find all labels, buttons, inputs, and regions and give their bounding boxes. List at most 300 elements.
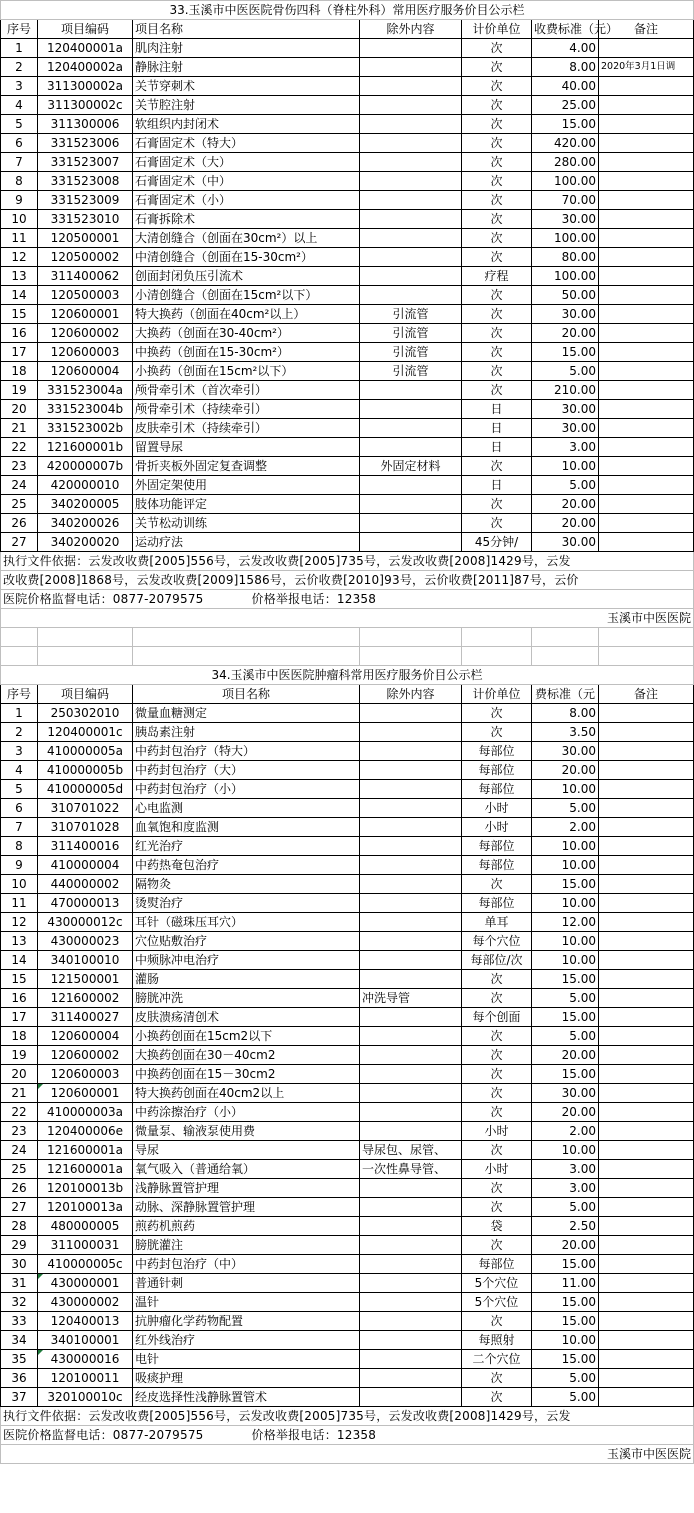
remark — [599, 362, 694, 381]
pricing-unit: 次 — [462, 362, 532, 381]
item-name: 颅骨牵引术（持续牵引） — [133, 400, 360, 419]
remark — [599, 343, 694, 362]
pricing-unit: 每照射 — [462, 1331, 532, 1350]
remark — [599, 438, 694, 457]
item-name: 小换药创面在15cm2以下 — [133, 1027, 360, 1046]
table-row — [1, 115, 694, 134]
remark — [599, 856, 694, 875]
header-price: 收费标准（元） — [532, 20, 599, 39]
pricing-unit: 小时 — [462, 1160, 532, 1179]
price: 15.00 — [532, 115, 599, 134]
price: 20.00 — [532, 1103, 599, 1122]
table-row — [1, 362, 694, 381]
item-code: 120600001 — [38, 1084, 133, 1103]
row-number: 15 — [1, 305, 38, 324]
item-code: 331523008 — [38, 172, 133, 191]
exclude-content — [360, 438, 462, 457]
table-row — [1, 343, 694, 362]
remark — [599, 1217, 694, 1236]
pricing-unit: 次 — [462, 210, 532, 229]
remark — [599, 1198, 694, 1217]
row-number: 20 — [1, 400, 38, 419]
price: 5.00 — [532, 362, 599, 381]
price: 15.00 — [532, 875, 599, 894]
exclude-content — [360, 875, 462, 894]
exclude-content — [360, 1217, 462, 1236]
item-name: 运动疗法 — [133, 533, 360, 552]
row-number: 17 — [1, 343, 38, 362]
section1-header-row — [1, 20, 694, 39]
row-number: 11 — [1, 229, 38, 248]
item-name: 特大换药创面在40cm2以上 — [133, 1084, 360, 1103]
price: 30.00 — [532, 305, 599, 324]
row-number: 31 — [1, 1274, 38, 1293]
remark — [599, 742, 694, 761]
remark — [599, 191, 694, 210]
exclude-content — [360, 1331, 462, 1350]
row-number: 16 — [1, 324, 38, 343]
row-number: 4 — [1, 761, 38, 780]
contact-row — [1, 590, 694, 609]
remark — [599, 761, 694, 780]
item-code: 430000016 — [38, 1350, 133, 1369]
table-row — [1, 1046, 694, 1065]
table-row — [1, 1236, 694, 1255]
exclude-content — [360, 1388, 462, 1407]
remark: 2020年3月1日调 — [599, 58, 694, 77]
price: 3.50 — [532, 723, 599, 742]
pricing-unit: 每部位 — [462, 894, 532, 913]
remark — [599, 1350, 694, 1369]
table-row — [1, 818, 694, 837]
item-name: 动脉、深静脉置管护理 — [133, 1198, 360, 1217]
item-name: 普通针刺 — [133, 1274, 360, 1293]
table-row — [1, 400, 694, 419]
exclude-content — [360, 1198, 462, 1217]
remark — [599, 229, 694, 248]
table-row — [1, 799, 694, 818]
empty-cell — [1, 647, 38, 666]
price: 30.00 — [532, 400, 599, 419]
item-code: 430000001 — [38, 1274, 133, 1293]
pricing-unit: 次 — [462, 58, 532, 77]
table-row — [1, 704, 694, 723]
remark — [599, 1084, 694, 1103]
price: 5.00 — [532, 1198, 599, 1217]
exclude-content — [360, 1103, 462, 1122]
exclude-content: 导尿包、尿管、 — [360, 1141, 462, 1160]
item-name: 中频脉冲电治疗 — [133, 951, 360, 970]
item-code: 331523004a — [38, 381, 133, 400]
row-number: 12 — [1, 913, 38, 932]
table-row — [1, 856, 694, 875]
remark — [599, 1388, 694, 1407]
item-code: 331523010 — [38, 210, 133, 229]
item-code: 120600003 — [38, 1065, 133, 1084]
table-row — [1, 153, 694, 172]
item-name: 烫熨治疗 — [133, 894, 360, 913]
pricing-unit: 次 — [462, 989, 532, 1008]
item-name: 皮肤溃疡清创术 — [133, 1008, 360, 1027]
row-number: 16 — [1, 989, 38, 1008]
item-name: 中药涂擦治疗（小） — [133, 1103, 360, 1122]
pricing-unit: 日 — [462, 400, 532, 419]
pricing-unit: 次 — [462, 1046, 532, 1065]
remark — [599, 1046, 694, 1065]
empty-cell — [462, 647, 532, 666]
item-name: 皮肤牵引术（持续牵引） — [133, 419, 360, 438]
pricing-unit: 次 — [462, 970, 532, 989]
item-name: 大清创缝合（创面在30cm²）以上 — [133, 229, 360, 248]
org-row — [1, 609, 694, 628]
price: 10.00 — [532, 1141, 599, 1160]
table-row — [1, 1084, 694, 1103]
item-code: 311400016 — [38, 837, 133, 856]
table-row — [1, 761, 694, 780]
row-number: 19 — [1, 381, 38, 400]
price: 30.00 — [532, 210, 599, 229]
item-name: 导尿 — [133, 1141, 360, 1160]
row-number: 32 — [1, 1293, 38, 1312]
item-name: 中药热奄包治疗 — [133, 856, 360, 875]
exclude-content — [360, 723, 462, 742]
pricing-unit: 次 — [462, 305, 532, 324]
row-number: 1 — [1, 704, 38, 723]
row-number: 6 — [1, 799, 38, 818]
pricing-unit: 次 — [462, 514, 532, 533]
contact-row — [1, 1426, 694, 1445]
header-no: 序号 — [1, 20, 38, 39]
remark — [599, 495, 694, 514]
contact-note — [1, 590, 694, 609]
table-row — [1, 96, 694, 115]
row-number: 15 — [1, 970, 38, 989]
item-name: 耳针（磁珠压耳穴） — [133, 913, 360, 932]
row-number: 25 — [1, 1160, 38, 1179]
item-code: 121500001 — [38, 970, 133, 989]
row-number: 12 — [1, 248, 38, 267]
table-row — [1, 1008, 694, 1027]
remark — [599, 305, 694, 324]
price: 20.00 — [532, 495, 599, 514]
row-number: 22 — [1, 1103, 38, 1122]
remark — [599, 457, 694, 476]
row-number: 10 — [1, 210, 38, 229]
header-name: 项目名称 — [133, 685, 360, 704]
exclude-content: 引流管 — [360, 324, 462, 343]
pricing-unit: 次 — [462, 1312, 532, 1331]
remark — [599, 419, 694, 438]
table-row — [1, 172, 694, 191]
pricing-unit: 每个穴位 — [462, 932, 532, 951]
item-name: 抗肿瘤化学药物配置 — [133, 1312, 360, 1331]
item-code: 121600001b — [38, 438, 133, 457]
exclude-content — [360, 1084, 462, 1103]
price: 210.00 — [532, 381, 599, 400]
pricing-unit: 疗程 — [462, 267, 532, 286]
item-code: 331523002b — [38, 419, 133, 438]
empty-cell — [532, 628, 599, 647]
remark — [599, 932, 694, 951]
item-name: 红光治疗 — [133, 837, 360, 856]
price: 100.00 — [532, 172, 599, 191]
remark — [599, 989, 694, 1008]
pricing-unit: 小时 — [462, 1122, 532, 1141]
item-code: 120400001c — [38, 723, 133, 742]
item-code: 331523004b — [38, 400, 133, 419]
row-number: 23 — [1, 457, 38, 476]
item-code: 480000005 — [38, 1217, 133, 1236]
header-price: 费标准（元 — [532, 685, 599, 704]
pricing-unit: 每部位/次 — [462, 951, 532, 970]
table-row — [1, 1160, 694, 1179]
item-code: 120400013 — [38, 1312, 133, 1331]
remark — [599, 400, 694, 419]
price: 420.00 — [532, 134, 599, 153]
section2-title-row — [1, 666, 694, 685]
item-code: 120400006e — [38, 1122, 133, 1141]
price: 15.00 — [532, 1350, 599, 1369]
exclude-content — [360, 115, 462, 134]
exclude-content — [360, 818, 462, 837]
price: 2.00 — [532, 1122, 599, 1141]
pricing-unit: 次 — [462, 1388, 532, 1407]
table-row — [1, 191, 694, 210]
remark — [599, 723, 694, 742]
exclude-content — [360, 191, 462, 210]
item-code: 340200020 — [38, 533, 133, 552]
exclude-content — [360, 1293, 462, 1312]
exclude-content — [360, 913, 462, 932]
pricing-unit: 每个创面 — [462, 1008, 532, 1027]
item-name: 灌肠 — [133, 970, 360, 989]
header-exclude: 除外内容 — [360, 685, 462, 704]
price: 15.00 — [532, 343, 599, 362]
remark — [599, 533, 694, 552]
pricing-unit: 次 — [462, 1027, 532, 1046]
exclude-content — [360, 1312, 462, 1331]
item-code: 410000005c — [38, 1255, 133, 1274]
price: 80.00 — [532, 248, 599, 267]
item-name: 颅骨牵引术（首次牵引） — [133, 381, 360, 400]
price: 12.00 — [532, 913, 599, 932]
remark — [599, 913, 694, 932]
remark — [599, 1331, 694, 1350]
section2-title: 34.玉溪市中医医院肿瘤科常用医疗服务价目公示栏 — [1, 666, 694, 685]
remark — [599, 248, 694, 267]
remark — [599, 837, 694, 856]
price: 5.00 — [532, 989, 599, 1008]
price: 70.00 — [532, 191, 599, 210]
row-number: 13 — [1, 267, 38, 286]
item-name: 大换药创面在30－40cm2 — [133, 1046, 360, 1065]
exclude-content — [360, 286, 462, 305]
item-code: 120600002 — [38, 1046, 133, 1065]
remark — [599, 818, 694, 837]
item-name: 石膏固定术（小） — [133, 191, 360, 210]
row-number: 30 — [1, 1255, 38, 1274]
price: 10.00 — [532, 457, 599, 476]
row-number: 28 — [1, 1217, 38, 1236]
row-number: 34 — [1, 1331, 38, 1350]
price: 20.00 — [532, 324, 599, 343]
exclude-content — [360, 1179, 462, 1198]
item-code: 120500003 — [38, 286, 133, 305]
remark — [599, 875, 694, 894]
price: 11.00 — [532, 1274, 599, 1293]
pricing-unit: 次 — [462, 1198, 532, 1217]
basis-note: 执行文件依据：云发改收费[2005]556号，云发改收费[2005]735号，云发改收费[2008]1429号，云发 — [1, 552, 694, 571]
exclude-content — [360, 495, 462, 514]
price-table-body — [1, 1, 694, 1464]
price: 25.00 — [532, 96, 599, 115]
pricing-unit: 每部位 — [462, 780, 532, 799]
table-row — [1, 1065, 694, 1084]
empty-cell — [133, 647, 360, 666]
price: 30.00 — [532, 533, 599, 552]
exclude-content: 冲洗导管 — [360, 989, 462, 1008]
price: 15.00 — [532, 1008, 599, 1027]
exclude-content — [360, 951, 462, 970]
row-number: 4 — [1, 96, 38, 115]
pricing-unit: 次 — [462, 875, 532, 894]
exclude-content — [360, 134, 462, 153]
pricing-unit: 5个穴位 — [462, 1293, 532, 1312]
pricing-unit: 次 — [462, 1141, 532, 1160]
remark — [599, 134, 694, 153]
exclude-content — [360, 856, 462, 875]
pricing-unit: 每部位 — [462, 761, 532, 780]
item-name: 穴位贴敷治疗 — [133, 932, 360, 951]
item-name: 膀胱灌注 — [133, 1236, 360, 1255]
item-name: 关节穿刺术 — [133, 77, 360, 96]
exclude-content — [360, 1255, 462, 1274]
table-row — [1, 39, 694, 58]
remark — [599, 704, 694, 723]
row-number: 29 — [1, 1236, 38, 1255]
table-row — [1, 1141, 694, 1160]
basis-note: 改收费[2008]1868号，云发改收费[2009]1586号，云价收费[2010]93号，云价收费[2011]87号，云价 — [1, 571, 694, 590]
exclude-content: 一次性鼻导管、 — [360, 1160, 462, 1179]
exclude-content — [360, 970, 462, 989]
table-row — [1, 970, 694, 989]
item-name: 浅静脉置管护理 — [133, 1179, 360, 1198]
row-number: 27 — [1, 533, 38, 552]
row-number: 3 — [1, 742, 38, 761]
pricing-unit: 次 — [462, 1179, 532, 1198]
remark — [599, 1008, 694, 1027]
exclude-content — [360, 381, 462, 400]
header-name: 项目名称 — [133, 20, 360, 39]
item-code: 120100011 — [38, 1369, 133, 1388]
pricing-unit: 次 — [462, 115, 532, 134]
item-code: 410000003a — [38, 1103, 133, 1122]
remark — [599, 1255, 694, 1274]
price: 100.00 — [532, 229, 599, 248]
row-number: 21 — [1, 419, 38, 438]
pricing-unit: 小时 — [462, 799, 532, 818]
table-row — [1, 780, 694, 799]
row-number: 27 — [1, 1198, 38, 1217]
price: 20.00 — [532, 761, 599, 780]
exclude-content — [360, 153, 462, 172]
price: 20.00 — [532, 1046, 599, 1065]
pricing-unit: 日 — [462, 438, 532, 457]
row-number: 26 — [1, 514, 38, 533]
item-name: 经皮选择性浅静脉置管术 — [133, 1388, 360, 1407]
empty-cell — [133, 628, 360, 647]
row-number: 36 — [1, 1369, 38, 1388]
item-name: 隔物灸 — [133, 875, 360, 894]
empty-cell — [599, 647, 694, 666]
price: 3.00 — [532, 1160, 599, 1179]
exclude-content — [360, 229, 462, 248]
row-number: 11 — [1, 894, 38, 913]
section2-header-row — [1, 685, 694, 704]
price: 10.00 — [532, 780, 599, 799]
item-name: 胰岛素注射 — [133, 723, 360, 742]
item-name: 创面封闭负压引流术 — [133, 267, 360, 286]
remark — [599, 1160, 694, 1179]
basis-note-row — [1, 1407, 694, 1426]
item-name: 中换药创面在15－30cm2 — [133, 1065, 360, 1084]
table-row — [1, 381, 694, 400]
row-number: 5 — [1, 115, 38, 134]
row-number: 9 — [1, 856, 38, 875]
item-code: 120600003 — [38, 343, 133, 362]
item-name: 中清创缝合（创面在15-30cm²） — [133, 248, 360, 267]
exclude-content — [360, 96, 462, 115]
exclude-content — [360, 248, 462, 267]
header-note: 备注 — [599, 685, 694, 704]
pricing-unit: 次 — [462, 1103, 532, 1122]
row-number: 8 — [1, 837, 38, 856]
item-name: 石膏固定术（大） — [133, 153, 360, 172]
exclude-content — [360, 267, 462, 286]
table-row — [1, 210, 694, 229]
item-name: 吸痰护理 — [133, 1369, 360, 1388]
table-row — [1, 1217, 694, 1236]
empty-cell — [38, 628, 133, 647]
remark — [599, 1369, 694, 1388]
item-code: 310701028 — [38, 818, 133, 837]
item-code: 250302010 — [38, 704, 133, 723]
exclude-content — [360, 742, 462, 761]
table-row — [1, 267, 694, 286]
table-row — [1, 932, 694, 951]
item-code: 331523007 — [38, 153, 133, 172]
table-row — [1, 837, 694, 856]
table-row — [1, 875, 694, 894]
item-code: 340200005 — [38, 495, 133, 514]
pricing-unit: 次 — [462, 286, 532, 305]
table-row — [1, 533, 694, 552]
pricing-unit: 次 — [462, 495, 532, 514]
price: 8.00 — [532, 58, 599, 77]
header-code: 项目编码 — [38, 685, 133, 704]
price: 15.00 — [532, 1312, 599, 1331]
item-code: 311000031 — [38, 1236, 133, 1255]
row-number: 3 — [1, 77, 38, 96]
empty-row — [1, 628, 694, 647]
pricing-unit: 次 — [462, 343, 532, 362]
item-code: 410000005a — [38, 742, 133, 761]
remark — [599, 39, 694, 58]
table-row — [1, 1122, 694, 1141]
pricing-unit: 每部位 — [462, 1255, 532, 1274]
table-row — [1, 248, 694, 267]
remark — [599, 799, 694, 818]
